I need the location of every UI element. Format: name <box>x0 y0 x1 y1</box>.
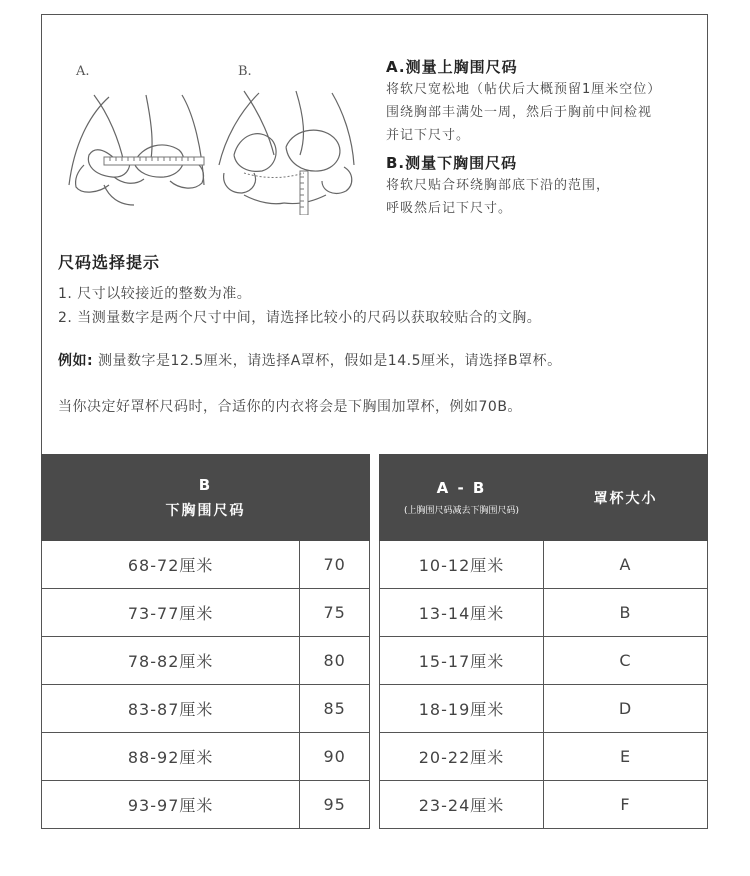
difference-header-label: A - B <box>436 479 487 497</box>
upper-bust-line: 围绕胸部丰满处一周，然后于胸前中间检视 <box>386 105 653 120</box>
size-cell: 85 <box>300 685 370 733</box>
table-row <box>380 589 708 637</box>
example-text: 测量数字是12.5厘米，请选择A罩杯，假如是14.5厘米，请选择B罩杯。 <box>93 353 562 369</box>
table-row <box>42 589 370 637</box>
under-bust-instructions <box>386 174 706 220</box>
cup-cell: C <box>544 637 708 685</box>
size-note: 当你决定好罩杯尺码时，合适你的内衣将会是下胸围加罩杯，例如70B。 <box>58 399 522 415</box>
difference-cell: 20-22厘米 <box>380 733 544 781</box>
difference-cell: 15-17厘米 <box>380 637 544 685</box>
table-row <box>42 685 370 733</box>
range-cell: 83-87厘米 <box>42 685 300 733</box>
upper-bust-line: 将软尺宽松地（帖伏后大概预留1厘米空位） <box>386 82 662 97</box>
size-tips-title: 尺码选择提示 <box>58 253 161 272</box>
table-row <box>380 781 708 829</box>
cup-cell: A <box>544 541 708 589</box>
cup-cell: F <box>544 781 708 829</box>
table-row <box>42 733 370 781</box>
under-bust-header-letter: B <box>198 475 213 494</box>
size-cell: 75 <box>300 589 370 637</box>
under-bust-size-table <box>41 454 370 829</box>
table-row <box>42 541 370 589</box>
cup-cell: B <box>544 589 708 637</box>
size-cell: 80 <box>300 637 370 685</box>
upper-bust-line: 并记下尺寸。 <box>386 128 471 143</box>
size-cell: 90 <box>300 733 370 781</box>
range-cell: 73-77厘米 <box>42 589 300 637</box>
cup-cell: E <box>544 733 708 781</box>
example-label: 例如: <box>58 353 94 369</box>
cup-header <box>544 455 708 541</box>
illustration-label-b: B. <box>238 64 252 79</box>
under-bust-line: 将软尺贴合环绕胸部底下沿的范围， <box>386 178 611 193</box>
table-row <box>42 637 370 685</box>
cup-cell: D <box>544 685 708 733</box>
table-row <box>380 733 708 781</box>
size-example <box>58 350 562 370</box>
difference-header <box>380 455 544 541</box>
upper-bust-title-text: A.测量上胸围尺码 <box>386 58 518 76</box>
range-cell: 93-97厘米 <box>42 781 300 829</box>
size-tip-item: 1. 尺寸以较接近的整数为准。 <box>58 286 252 302</box>
range-cell: 68-72厘米 <box>42 541 300 589</box>
upper-bust-illustration <box>64 55 214 215</box>
illustration-label-a: A. <box>76 64 90 79</box>
upper-bust-title <box>386 56 706 77</box>
difference-cell: 10-12厘米 <box>380 541 544 589</box>
upper-bust-instructions <box>386 78 706 147</box>
under-bust-header <box>42 455 370 541</box>
cup-header-label: 罩杯大小 <box>593 490 658 507</box>
cup-size-table <box>379 454 708 829</box>
difference-cell: 13-14厘米 <box>380 589 544 637</box>
difference-cell: 18-19厘米 <box>380 685 544 733</box>
range-cell: 88-92厘米 <box>42 733 300 781</box>
table-row <box>380 685 708 733</box>
difference-header-sub: (上胸围尺码减去下胸围尺码) <box>403 506 520 516</box>
size-tip-item: 2. 当测量数字是两个尺寸中间，请选择比较小的尺码以获取较贴合的文胸。 <box>58 310 542 326</box>
under-bust-line: 呼吸然后记下尺寸。 <box>386 201 513 216</box>
table-row <box>42 781 370 829</box>
table-row <box>380 541 708 589</box>
table-row <box>380 637 708 685</box>
under-bust-illustration <box>214 55 364 215</box>
under-bust-header-label: 下胸围尺码 <box>165 502 246 519</box>
under-bust-title-text: B.测量下胸围尺码 <box>386 154 518 172</box>
under-bust-title <box>386 152 706 173</box>
difference-cell: 23-24厘米 <box>380 781 544 829</box>
size-cell: 70 <box>300 541 370 589</box>
range-cell: 78-82厘米 <box>42 637 300 685</box>
size-cell: 95 <box>300 781 370 829</box>
